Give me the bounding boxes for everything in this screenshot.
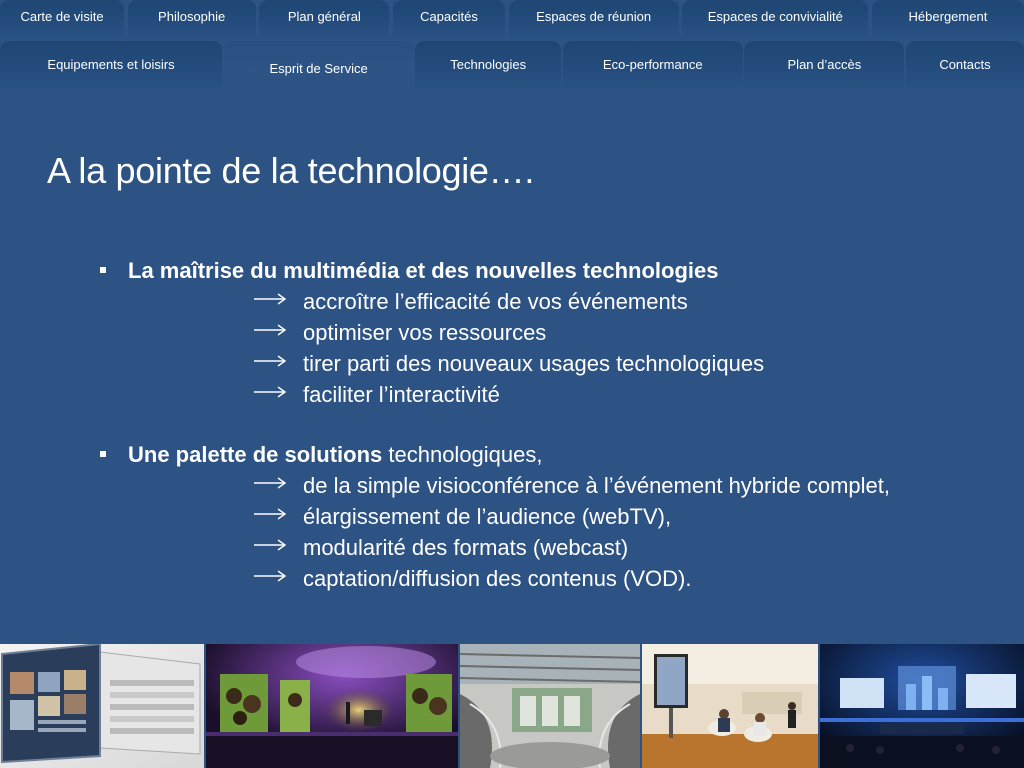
nav-row-top <box>0 0 1024 40</box>
solution-text: de la simple visioconférence à l’événement hybride complet, <box>303 472 890 498</box>
tab-eco-performance[interactable]: Eco-performance <box>563 41 743 89</box>
long-arrow-right-icon <box>253 538 287 552</box>
section-heading <box>128 258 719 284</box>
benefit-item <box>100 286 764 317</box>
photo-strip <box>0 644 1024 768</box>
tab-plan-general[interactable]: Plan général <box>259 0 389 40</box>
tab-capacites[interactable]: Capacités <box>393 0 505 40</box>
photo-lounge-screen <box>642 644 818 768</box>
solution-item <box>100 470 890 501</box>
photo-atrium-architecture <box>460 644 640 768</box>
solution-text: élargissement de l’audience (webTV), <box>303 503 672 529</box>
square-bullet-icon <box>100 267 106 273</box>
solution-text: modularité des formats (webcast) <box>303 534 629 560</box>
tab-technologies[interactable]: Technologies <box>415 41 561 89</box>
solution-text: captation/diffusion des contenus (VOD). <box>303 565 692 591</box>
long-arrow-right-icon <box>253 569 287 583</box>
benefit-item <box>100 317 764 348</box>
tab-plan-d-acces[interactable]: Plan d’accès <box>744 41 904 89</box>
long-arrow-right-icon <box>253 323 287 337</box>
section-heading <box>128 442 543 468</box>
tab-esprit-de-service[interactable]: Esprit de Service <box>224 41 414 91</box>
benefit-text: accroître l’efficacité de vos événements <box>303 288 688 314</box>
solution-item <box>100 501 890 532</box>
section-heading-rest: technologiques, <box>382 441 543 467</box>
technology-section-solutions <box>100 439 890 594</box>
page-title: A la pointe de la technologie…. <box>47 150 535 191</box>
technology-section-mastery <box>100 255 764 410</box>
benefit-text: tirer parti des nouveaux usages technologiques <box>303 350 765 376</box>
long-arrow-right-icon <box>253 385 287 399</box>
section-bullet <box>100 255 764 286</box>
long-arrow-right-icon <box>253 354 287 368</box>
tab-carte-de-visite[interactable]: Carte de visite <box>0 0 124 40</box>
benefit-text: optimiser vos ressources <box>303 319 547 345</box>
nav-row-bottom <box>0 41 1024 91</box>
long-arrow-right-icon <box>253 507 287 521</box>
tab-hebergement[interactable]: Hébergement <box>872 0 1024 40</box>
tab-espaces-de-convivialite[interactable]: Espaces de convivialité <box>682 0 868 40</box>
tab-philosophie[interactable]: Philosophie <box>128 0 256 40</box>
tab-equipements-et-loisirs[interactable]: Equipements et loisirs <box>0 41 222 89</box>
benefit-text: faciliter l’interactivité <box>303 381 500 407</box>
section-heading-bold: La maîtrise du multimédia et des nouvelles technologies <box>128 257 719 283</box>
tab-espaces-de-reunion[interactable]: Espaces de réunion <box>509 0 679 40</box>
photo-auditorium-screens <box>820 644 1024 768</box>
long-arrow-right-icon <box>253 292 287 306</box>
long-arrow-right-icon <box>253 476 287 490</box>
photo-conference-stage <box>206 644 458 768</box>
square-bullet-icon <box>100 451 106 457</box>
tab-contacts[interactable]: Contacts <box>906 41 1024 89</box>
benefit-item <box>100 379 764 410</box>
photo-webtv-interface <box>0 644 204 768</box>
section-heading-bold: Une palette de solutions <box>128 441 383 467</box>
benefit-item <box>100 348 764 379</box>
section-bullet <box>100 439 890 470</box>
solution-item <box>100 563 890 594</box>
solution-item <box>100 532 890 563</box>
